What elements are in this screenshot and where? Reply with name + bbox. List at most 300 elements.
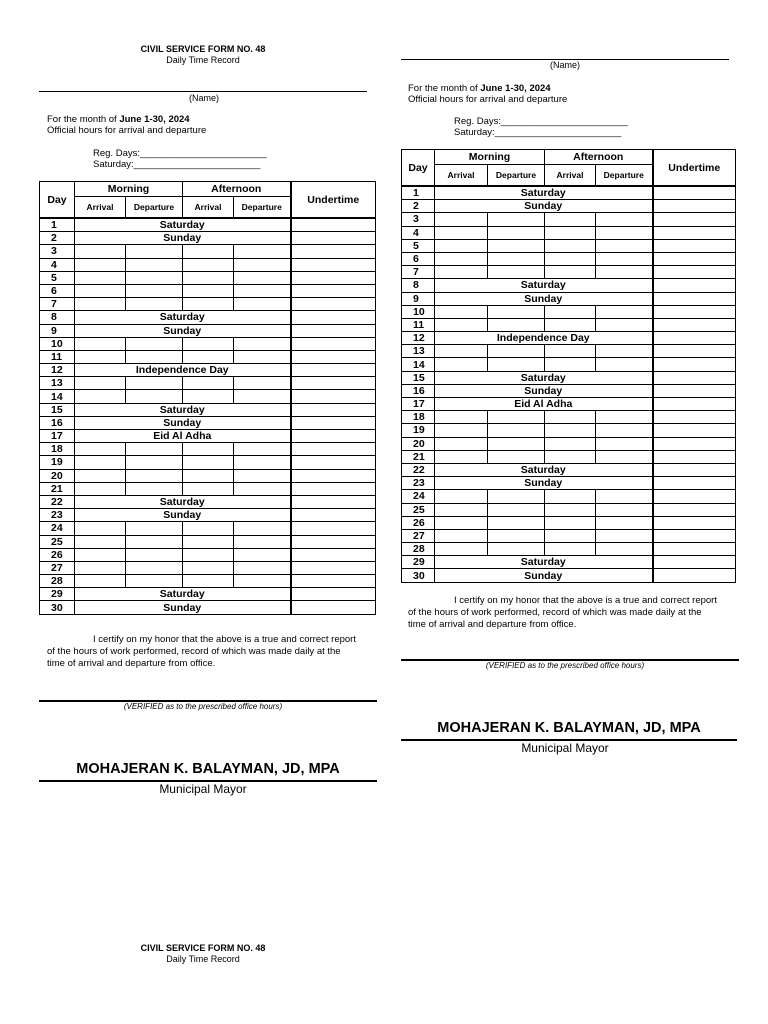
afternoon-departure-cell[interactable] (234, 575, 291, 588)
table-row (40, 443, 376, 456)
name-label: (Name) (188, 93, 219, 103)
table-row (402, 305, 736, 318)
undertime-cell[interactable] (291, 456, 376, 469)
table-row (402, 266, 736, 279)
afternoon-departure-cell[interactable] (234, 482, 291, 495)
table-row (40, 456, 376, 469)
undertime-cell[interactable] (291, 588, 376, 601)
afternoon-departure-cell[interactable] (234, 377, 291, 390)
table-row (40, 337, 376, 350)
day-number: 13 (40, 377, 75, 390)
undertime-cell[interactable] (291, 535, 376, 548)
afternoon-arrival-cell[interactable] (183, 258, 234, 271)
afternoon-departure-cell[interactable] (596, 305, 653, 318)
afternoon-arrival-cell[interactable] (183, 561, 234, 574)
afternoon-departure-cell[interactable] (596, 503, 653, 516)
undertime-cell[interactable] (291, 298, 376, 311)
table-row (402, 437, 736, 450)
morning-arrival-cell[interactable] (75, 443, 126, 456)
day-label: Sunday (75, 416, 291, 429)
morning-departure-cell[interactable] (126, 575, 183, 588)
morning-departure-cell[interactable] (488, 490, 545, 503)
morning-departure-cell[interactable] (126, 298, 183, 311)
morning-departure-cell[interactable] (126, 482, 183, 495)
day-label: Saturday (435, 186, 653, 200)
undertime-cell[interactable] (291, 377, 376, 390)
morning-arrival-cell[interactable] (75, 390, 126, 403)
day-number: 24 (402, 490, 435, 503)
afternoon-departure-cell[interactable] (596, 516, 653, 529)
day-number: 9 (40, 324, 75, 337)
morning-departure-cell[interactable] (488, 345, 545, 358)
afternoon-arrival-cell[interactable] (545, 450, 596, 463)
table-row (402, 345, 736, 358)
undertime-cell[interactable] (653, 252, 736, 265)
morning-departure-cell[interactable] (488, 503, 545, 516)
table-row (402, 450, 736, 463)
undertime-cell[interactable] (291, 364, 376, 377)
undertime-cell[interactable] (653, 266, 736, 279)
undertime-cell[interactable] (653, 424, 736, 437)
undertime-cell[interactable] (291, 337, 376, 350)
afternoon-departure-cell[interactable] (234, 535, 291, 548)
morning-arrival-cell[interactable] (75, 298, 126, 311)
morning-departure-cell[interactable] (488, 266, 545, 279)
mayor-title: Municipal Mayor (521, 741, 609, 755)
undertime-cell[interactable] (291, 443, 376, 456)
afternoon-arrival-cell[interactable] (545, 437, 596, 450)
afternoon-arrival-cell[interactable] (183, 482, 234, 495)
undertime-cell[interactable] (291, 390, 376, 403)
undertime-cell[interactable] (291, 495, 376, 508)
undertime-cell[interactable] (653, 437, 736, 450)
undertime-cell[interactable] (653, 371, 736, 384)
morning-arrival-cell[interactable] (435, 529, 488, 542)
morning-departure-cell[interactable] (488, 424, 545, 437)
table-row (402, 490, 736, 503)
morning-arrival-cell[interactable] (435, 358, 488, 371)
afternoon-arrival-cell[interactable] (183, 245, 234, 258)
undertime-cell[interactable] (653, 305, 736, 318)
afternoon-arrival-cell[interactable] (183, 350, 234, 363)
undertime-cell[interactable] (291, 324, 376, 337)
table-row (40, 377, 376, 390)
morning-departure-cell[interactable] (488, 239, 545, 252)
morning-departure-cell[interactable] (126, 561, 183, 574)
day-number: 7 (40, 298, 75, 311)
table-row (40, 575, 376, 588)
table-row (40, 482, 376, 495)
morning-arrival-cell[interactable] (75, 469, 126, 482)
afternoon-departure-header: Departure (234, 197, 291, 219)
day-header: Day (402, 150, 435, 187)
afternoon-departure-cell[interactable] (596, 252, 653, 265)
undertime-cell[interactable] (291, 403, 376, 416)
undertime-cell[interactable] (291, 509, 376, 522)
morning-arrival-cell[interactable] (435, 450, 488, 463)
official-hours: Official hours for arrival and departure (47, 125, 207, 136)
morning-arrival-cell[interactable] (75, 482, 126, 495)
afternoon-departure-cell[interactable] (596, 239, 653, 252)
undertime-cell[interactable] (653, 529, 736, 542)
day-label: Independence Day (435, 332, 653, 345)
afternoon-arrival-cell[interactable] (545, 252, 596, 265)
morning-departure-cell[interactable] (126, 548, 183, 561)
morning-departure-cell[interactable] (126, 390, 183, 403)
table-row (402, 213, 736, 226)
table-row (40, 218, 376, 232)
afternoon-arrival-cell[interactable] (183, 456, 234, 469)
day-number: 8 (402, 279, 435, 292)
day-number: 26 (402, 516, 435, 529)
undertime-cell[interactable] (291, 575, 376, 588)
table-row (402, 556, 736, 569)
undertime-cell[interactable] (291, 311, 376, 324)
morning-arrival-cell[interactable] (75, 284, 126, 297)
undertime-cell[interactable] (653, 516, 736, 529)
afternoon-departure-cell[interactable] (596, 345, 653, 358)
undertime-cell[interactable] (653, 332, 736, 345)
afternoon-arrival-cell[interactable] (545, 266, 596, 279)
table-row (402, 398, 736, 411)
undertime-cell[interactable] (653, 200, 736, 213)
day-number: 4 (40, 258, 75, 271)
day-number: 9 (402, 292, 435, 305)
certification-text: I certify on my honor that the above is a true and correct report of the hours of work performed, record of which was made daily at the time of arrival and departure from office. (408, 595, 717, 630)
day-number: 7 (402, 266, 435, 279)
day-number: 15 (402, 371, 435, 384)
table-row (40, 284, 376, 297)
morning-departure-cell[interactable] (488, 543, 545, 556)
morning-arrival-cell[interactable] (75, 350, 126, 363)
morning-arrival-cell[interactable] (435, 490, 488, 503)
afternoon-departure-cell[interactable] (596, 529, 653, 542)
afternoon-arrival-cell[interactable] (545, 345, 596, 358)
day-header: Day (40, 182, 75, 219)
table-row (40, 535, 376, 548)
morning-header: Morning (435, 150, 545, 165)
day-number: 17 (40, 430, 75, 443)
morning-departure-cell[interactable] (126, 469, 183, 482)
afternoon-departure-cell[interactable] (596, 266, 653, 279)
afternoon-departure-cell[interactable] (234, 443, 291, 456)
morning-arrival-cell[interactable] (75, 575, 126, 588)
morning-departure-cell[interactable] (488, 252, 545, 265)
month-line: For the month of June 1-30, 2024 (408, 83, 551, 94)
month-value: June 1-30, 2024 (480, 83, 551, 94)
afternoon-departure-cell[interactable] (234, 469, 291, 482)
afternoon-departure-cell[interactable] (234, 284, 291, 297)
afternoon-departure-cell[interactable] (234, 456, 291, 469)
morning-arrival-cell[interactable] (75, 561, 126, 574)
afternoon-departure-cell[interactable] (596, 411, 653, 424)
undertime-cell[interactable] (653, 503, 736, 516)
undertime-cell[interactable] (291, 218, 376, 232)
undertime-cell[interactable] (291, 430, 376, 443)
undertime-cell[interactable] (653, 345, 736, 358)
morning-departure-cell[interactable] (488, 213, 545, 226)
form-number-bottom: CIVIL SERVICE FORM NO. 48 (140, 943, 266, 953)
afternoon-arrival-cell[interactable] (183, 535, 234, 548)
morning-arrival-cell[interactable] (435, 266, 488, 279)
afternoon-arrival-cell[interactable] (545, 318, 596, 331)
morning-arrival-cell[interactable] (75, 535, 126, 548)
morning-arrival-cell[interactable] (75, 337, 126, 350)
afternoon-departure-cell[interactable] (596, 437, 653, 450)
afternoon-arrival-cell[interactable] (183, 575, 234, 588)
morning-departure-cell[interactable] (126, 456, 183, 469)
day-number: 4 (402, 226, 435, 239)
day-number: 29 (40, 588, 75, 601)
day-number: 1 (40, 218, 75, 232)
day-number: 5 (40, 271, 75, 284)
morning-arrival-cell[interactable] (435, 226, 488, 239)
day-number: 28 (402, 543, 435, 556)
undertime-cell[interactable] (653, 477, 736, 490)
morning-arrival-cell[interactable] (435, 543, 488, 556)
afternoon-arrival-cell[interactable] (545, 490, 596, 503)
morning-arrival-cell[interactable] (75, 258, 126, 271)
morning-arrival-cell[interactable] (75, 456, 126, 469)
undertime-cell[interactable] (653, 279, 736, 292)
mayor-name: MOHAJERAN K. BALAYMAN, JD, MPA (437, 720, 701, 736)
morning-departure-cell[interactable] (126, 535, 183, 548)
table-row (402, 252, 736, 265)
undertime-cell[interactable] (653, 556, 736, 569)
day-number: 19 (402, 424, 435, 437)
day-number: 3 (402, 213, 435, 226)
day-number: 21 (40, 482, 75, 495)
undertime-cell[interactable] (291, 522, 376, 535)
morning-departure-header: Departure (126, 197, 183, 219)
afternoon-arrival-cell[interactable] (545, 424, 596, 437)
afternoon-arrival-cell[interactable] (545, 226, 596, 239)
undertime-cell[interactable] (291, 271, 376, 284)
verified-label: (VERIFIED as to the prescribed office hours) (485, 661, 645, 670)
morning-departure-cell[interactable] (488, 226, 545, 239)
morning-departure-cell[interactable] (126, 337, 183, 350)
undertime-cell[interactable] (653, 226, 736, 239)
morning-arrival-cell[interactable] (75, 245, 126, 258)
afternoon-arrival-cell[interactable] (545, 529, 596, 542)
table-row (402, 411, 736, 424)
afternoon-arrival-cell[interactable] (183, 469, 234, 482)
afternoon-arrival-cell[interactable] (545, 213, 596, 226)
morning-arrival-header: Arrival (435, 165, 488, 187)
table-row (40, 245, 376, 258)
table-row (40, 350, 376, 363)
undertime-cell[interactable] (653, 384, 736, 397)
day-label: Saturday (435, 463, 653, 476)
afternoon-departure-cell[interactable] (596, 490, 653, 503)
table-row (402, 477, 736, 490)
undertime-cell[interactable] (291, 482, 376, 495)
day-number: 16 (40, 416, 75, 429)
afternoon-arrival-cell[interactable] (545, 358, 596, 371)
table-row (40, 324, 376, 337)
afternoon-arrival-cell[interactable] (183, 337, 234, 350)
morning-departure-cell[interactable] (126, 443, 183, 456)
undertime-cell[interactable] (653, 569, 736, 582)
afternoon-departure-cell[interactable] (234, 561, 291, 574)
day-label: Sunday (435, 292, 653, 305)
afternoon-arrival-header: Arrival (183, 197, 234, 219)
afternoon-departure-cell[interactable] (234, 245, 291, 258)
morning-departure-cell[interactable] (126, 245, 183, 258)
morning-arrival-cell[interactable] (435, 305, 488, 318)
undertime-cell[interactable] (291, 416, 376, 429)
undertime-cell[interactable] (653, 490, 736, 503)
saturday-field[interactable]: Saturday:________________________ (93, 159, 261, 170)
undertime-cell[interactable] (291, 469, 376, 482)
day-number: 29 (402, 556, 435, 569)
morning-arrival-cell[interactable] (75, 522, 126, 535)
morning-arrival-cell[interactable] (435, 437, 488, 450)
morning-arrival-cell[interactable] (435, 503, 488, 516)
day-label: Eid Al Adha (75, 430, 291, 443)
afternoon-departure-cell[interactable] (596, 226, 653, 239)
mayor-title: Municipal Mayor (159, 782, 247, 796)
afternoon-departure-cell[interactable] (234, 298, 291, 311)
morning-arrival-cell[interactable] (75, 377, 126, 390)
undertime-cell[interactable] (291, 284, 376, 297)
day-label: Independence Day (75, 364, 291, 377)
daily-time-table (401, 149, 736, 583)
afternoon-arrival-cell[interactable] (545, 305, 596, 318)
undertime-cell[interactable] (653, 450, 736, 463)
undertime-cell[interactable] (653, 411, 736, 424)
undertime-cell[interactable] (291, 561, 376, 574)
afternoon-departure-cell[interactable] (234, 522, 291, 535)
morning-arrival-cell[interactable] (435, 239, 488, 252)
afternoon-arrival-cell[interactable] (183, 284, 234, 297)
saturday-field[interactable]: Saturday:________________________ (454, 127, 622, 138)
reg-days[interactable]: Reg. Days:________________________ (93, 148, 267, 159)
afternoon-departure-cell[interactable] (596, 358, 653, 371)
table-row (402, 543, 736, 556)
name-label: (Name) (549, 60, 580, 70)
form-number: CIVIL SERVICE FORM NO. 48 (140, 44, 266, 54)
morning-departure-cell[interactable] (488, 318, 545, 331)
afternoon-departure-cell[interactable] (596, 318, 653, 331)
table-row (40, 232, 376, 245)
morning-departure-cell[interactable] (488, 305, 545, 318)
table-row (40, 258, 376, 271)
morning-departure-cell[interactable] (126, 284, 183, 297)
table-row (40, 561, 376, 574)
morning-arrival-cell[interactable] (435, 424, 488, 437)
morning-arrival-cell[interactable] (75, 548, 126, 561)
morning-departure-cell[interactable] (488, 450, 545, 463)
morning-departure-cell[interactable] (488, 529, 545, 542)
table-row (402, 226, 736, 239)
undertime-cell[interactable] (291, 232, 376, 245)
afternoon-arrival-cell[interactable] (183, 390, 234, 403)
undertime-cell[interactable] (291, 258, 376, 271)
undertime-cell[interactable] (653, 398, 736, 411)
table-row (402, 503, 736, 516)
afternoon-arrival-cell[interactable] (545, 411, 596, 424)
undertime-cell[interactable] (653, 463, 736, 476)
morning-arrival-cell[interactable] (435, 252, 488, 265)
morning-departure-cell[interactable] (126, 350, 183, 363)
undertime-cell[interactable] (291, 245, 376, 258)
reg-days[interactable]: Reg. Days:________________________ (454, 116, 628, 127)
morning-departure-cell[interactable] (126, 377, 183, 390)
afternoon-arrival-cell[interactable] (545, 503, 596, 516)
afternoon-arrival-cell[interactable] (183, 443, 234, 456)
afternoon-arrival-cell[interactable] (183, 522, 234, 535)
afternoon-arrival-cell[interactable] (545, 239, 596, 252)
afternoon-arrival-cell[interactable] (183, 271, 234, 284)
undertime-cell[interactable] (653, 292, 736, 305)
afternoon-departure-cell[interactable] (234, 271, 291, 284)
afternoon-arrival-cell[interactable] (183, 377, 234, 390)
morning-departure-cell[interactable] (126, 522, 183, 535)
day-number: 6 (40, 284, 75, 297)
morning-arrival-cell[interactable] (435, 318, 488, 331)
morning-arrival-cell[interactable] (435, 345, 488, 358)
afternoon-departure-cell[interactable] (234, 548, 291, 561)
afternoon-departure-cell[interactable] (234, 337, 291, 350)
afternoon-departure-cell[interactable] (596, 543, 653, 556)
morning-departure-cell[interactable] (488, 437, 545, 450)
table-row (402, 516, 736, 529)
morning-arrival-cell[interactable] (435, 516, 488, 529)
day-number: 8 (40, 311, 75, 324)
daily-time-table (39, 181, 376, 615)
undertime-cell[interactable] (291, 548, 376, 561)
morning-arrival-cell[interactable] (75, 271, 126, 284)
morning-departure-cell[interactable] (126, 271, 183, 284)
certification-text: I certify on my honor that the above is a true and correct report of the hours of work performed, record of which was made daily at the time of arrival and departure from office. (47, 634, 356, 669)
month-line: For the month of June 1-30, 2024 (47, 114, 190, 125)
day-number: 3 (40, 245, 75, 258)
morning-departure-cell[interactable] (488, 516, 545, 529)
afternoon-header: Afternoon (183, 182, 291, 197)
morning-arrival-cell[interactable] (435, 411, 488, 424)
afternoon-arrival-cell[interactable] (545, 543, 596, 556)
table-row (402, 424, 736, 437)
afternoon-departure-cell[interactable] (596, 450, 653, 463)
undertime-cell[interactable] (653, 318, 736, 331)
morning-departure-cell[interactable] (488, 358, 545, 371)
morning-departure-cell[interactable] (488, 411, 545, 424)
undertime-cell[interactable] (653, 186, 736, 200)
afternoon-arrival-cell[interactable] (183, 548, 234, 561)
table-row (402, 239, 736, 252)
undertime-cell[interactable] (291, 601, 376, 614)
morning-departure-cell[interactable] (126, 258, 183, 271)
afternoon-departure-cell[interactable] (234, 390, 291, 403)
verified-label: (VERIFIED as to the prescribed office hours) (123, 702, 283, 711)
afternoon-arrival-cell[interactable] (183, 298, 234, 311)
undertime-cell[interactable] (653, 543, 736, 556)
morning-arrival-cell[interactable] (435, 213, 488, 226)
undertime-cell[interactable] (291, 350, 376, 363)
undertime-cell[interactable] (653, 239, 736, 252)
table-row (402, 529, 736, 542)
table-row (402, 384, 736, 397)
afternoon-departure-cell[interactable] (596, 213, 653, 226)
undertime-cell[interactable] (653, 213, 736, 226)
afternoon-departure-cell[interactable] (234, 350, 291, 363)
table-row (402, 371, 736, 384)
afternoon-departure-cell[interactable] (234, 258, 291, 271)
undertime-cell[interactable] (653, 358, 736, 371)
afternoon-departure-cell[interactable] (596, 424, 653, 437)
afternoon-arrival-cell[interactable] (545, 516, 596, 529)
